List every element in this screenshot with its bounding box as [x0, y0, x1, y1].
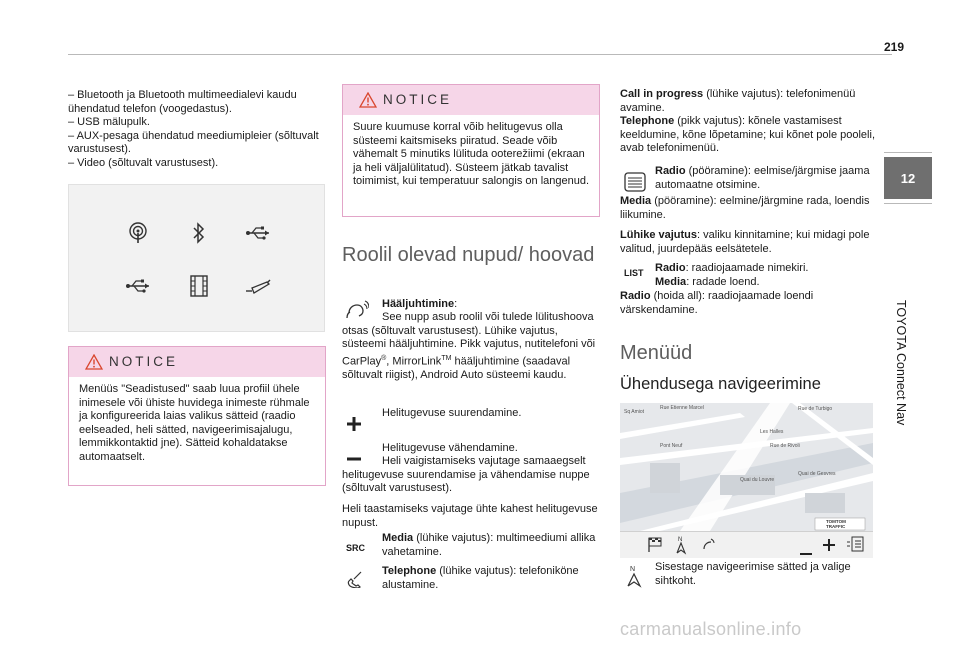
map-attribution-line: TRAFFIC	[826, 524, 846, 529]
section-title: Menüüd	[620, 342, 693, 364]
chapter-tab-line-bottom	[884, 203, 932, 204]
section-title: Roolil olevad nupud/ hoovad	[342, 244, 595, 266]
chapter-title: TOYOTA Connect Nav	[894, 300, 908, 426]
map-label: Sq Amiot	[624, 409, 645, 415]
map-label: Pont Neuf	[660, 443, 683, 449]
trademark-mark: TM	[441, 354, 452, 362]
svg-text:N: N	[630, 566, 636, 573]
list-media-desc: : radade loend.	[686, 276, 760, 288]
source-list	[68, 89, 326, 170]
telephone-long-desc: (pikk vajutus): kõnele vastamisest keeldumine, kõne lõpetamine; kui kõnet pole pooleli, avab telefonimenüü.	[620, 115, 875, 154]
list-media-label: Media	[655, 276, 687, 288]
voice-text-b: , MirrorLink	[386, 355, 442, 368]
volume-up-icon	[346, 416, 362, 437]
radio-hold-desc: (hoida all): raadiojaamade loendi värskendamine.	[620, 290, 814, 316]
map-label: Les Halles	[760, 429, 784, 435]
voice-colon: :	[454, 298, 458, 310]
voice-icon[interactable]	[702, 537, 716, 556]
bluetooth-icon	[186, 220, 212, 246]
notice-title: NOTICE	[109, 354, 179, 369]
volume-up-text: Helitugevuse suurendamine.	[382, 407, 522, 419]
zoom-out-icon[interactable]	[800, 543, 812, 561]
call-text	[620, 88, 878, 115]
list-radio-desc: : raadiojaamade nimekiri.	[685, 262, 809, 274]
knob-icon	[624, 172, 646, 197]
telephone-long-label: Telephone	[620, 115, 675, 127]
usb-icon	[245, 220, 271, 246]
call-desc: (lühike vajutus): telefonimenüü avamine.	[620, 88, 856, 114]
src-icon: SRC	[346, 543, 366, 553]
navigation-map	[620, 403, 873, 531]
telephone-text	[382, 565, 602, 592]
radio-hold-label: Radio	[620, 290, 651, 302]
podcast-icon	[125, 220, 151, 246]
usb-icon	[125, 273, 151, 299]
voice-text-a: See nupp asub roolil või tulede lülitushoova otsas (sõltuvalt varustusest). Lühike vajutus, süsteemi hääljuhtimine. Pikk vajutus, nutitelefoni või CarPlay	[342, 311, 596, 368]
map-attribution	[826, 519, 846, 529]
page-number: 219	[883, 40, 905, 54]
list-radio-label: Radio	[655, 262, 686, 274]
radio-hold-text	[620, 290, 878, 317]
list-item: – Video (sõltuvalt varustusest).	[68, 156, 219, 169]
media-desc: (lühike vajutus): multimeediumi allika vahetamine.	[382, 532, 596, 558]
header-divider	[68, 54, 892, 55]
volume-down-text: Helitugevuse vähendamine.	[382, 442, 518, 454]
voice-head	[382, 298, 602, 312]
svg-text:N: N	[678, 537, 683, 543]
radio-rotate-text	[655, 165, 875, 192]
map-toolbar	[620, 531, 873, 558]
voice-text	[342, 311, 600, 382]
voice-text-c: hääljuhtimine (saadaval sõltuvalt riigist), Android Auto süsteemi kaudu.	[342, 355, 571, 381]
map-options-icon[interactable]	[846, 536, 864, 557]
notice-box	[68, 346, 326, 486]
list-radio-text	[655, 262, 875, 276]
short-press-desc: : valiku kinnitamine; kui midagi pole valitud, juurdepääs eelsätetele.	[620, 229, 870, 255]
subsection-title: Ühendusega navigeerimine	[620, 375, 821, 393]
notice-box	[342, 84, 600, 217]
media-rotate-desc: (pööramine): eelmine/järgmine rada, loendis liikumine.	[620, 195, 870, 221]
destination-flag-icon[interactable]	[648, 537, 662, 558]
list-item: – AUX-pesaga ühendatud meediumipleier (sõltuvalt varustusest).	[68, 129, 319, 155]
telephone-label: Telephone	[382, 565, 437, 577]
zoom-in-icon[interactable]	[823, 538, 835, 556]
video-icon	[186, 273, 212, 299]
navigation-icon	[626, 564, 642, 593]
notice-header	[343, 85, 599, 115]
volume-restore-text: Heli taastamiseks vajutage ühte kahest helitugevuse nupust.	[342, 503, 598, 529]
media-rotate-label: Media	[620, 195, 652, 207]
radio-label: Radio	[655, 165, 686, 177]
list-icon: LIST	[624, 268, 644, 278]
short-press-text	[620, 229, 878, 256]
registered-mark: ®	[381, 354, 387, 362]
list-item: – USB mälupulk.	[68, 116, 150, 128]
telephone-long-text	[620, 115, 878, 156]
notice-header	[69, 347, 325, 377]
voice-label: Hääljuhtimine	[382, 298, 455, 310]
map-label: Quai du Louvre	[740, 477, 775, 483]
aux-icon	[245, 273, 271, 299]
notice-title: NOTICE	[383, 92, 453, 107]
media-rotate-text	[620, 195, 878, 222]
compass-icon[interactable]	[675, 535, 687, 560]
chapter-tab-line-top	[884, 152, 932, 153]
warning-icon	[359, 92, 377, 108]
notice-text: Suure kuumuse korral võib helitugevus olla süsteemi kaitsmiseks piiratud. Seade võib vähemalt 5 minutiks lülituda ooterežiimi (ekraan ja heli väljalülitatud). Süsteem jätkab tavalist toimimist, kui temperatuur salongis on langenud.	[353, 121, 590, 187]
volume-down-detail: Heli vaigistamiseks vajutage samaaegselt helitugevuse suurendamise ja vähendamise nuppe (sõltuvalt varustusest).	[342, 455, 590, 494]
map-label: Rue de Turbigo	[798, 406, 833, 412]
map-label: Rue Etienne Marcel	[660, 405, 704, 411]
list-media-text	[655, 276, 875, 290]
telephone-desc: (lühike vajutus): telefoniköne alustamine.	[382, 565, 579, 591]
watermark: carmanualsonline.info	[620, 619, 802, 639]
media-source-icons	[68, 184, 325, 332]
list-item: – Bluetooth ja Bluetooth multimeedialevi kaudu ühendatud telefon (voogedastus).	[68, 89, 297, 115]
map-attribution-line: TOMTOM	[826, 519, 846, 524]
notice-text: Menüüs "Seadistused" saab luua profiil ühele inimesele või ühiste huvidega inimeste rühmale ja konfigureerida laias valikus sätteid (raadio eelseaded, heli sätted, navigeerimisajalugu, lemmikkontaktid jne). Sätteid kohaldatakse automaatselt.	[79, 383, 310, 463]
warning-icon	[85, 354, 103, 370]
call-label: Call in progress	[620, 88, 704, 100]
navigation-caption: Sisestage navigeerimise sätted ja valige sihtkoht.	[655, 561, 851, 587]
telephone-icon	[346, 570, 364, 593]
map-label: Rue de Rivoli	[770, 443, 800, 449]
chapter-number: 12	[884, 157, 932, 199]
radio-desc: (pööramine): eelmise/järgmise jaama automaatne otsimine.	[655, 165, 870, 191]
media-text	[382, 532, 602, 559]
short-press-label: Lühike vajutus	[620, 229, 698, 241]
media-label: Media	[382, 532, 414, 544]
map-label: Quai de Gesvres	[798, 471, 836, 477]
